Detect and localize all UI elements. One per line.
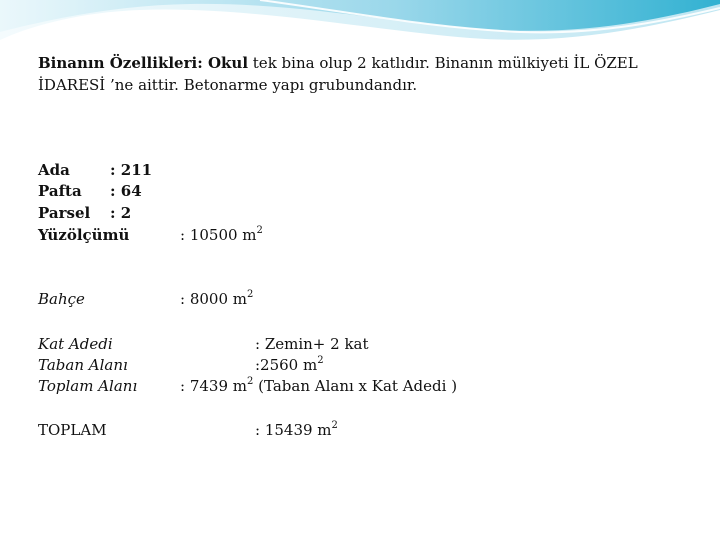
parsel-label: Parsel [38, 204, 91, 222]
toplam-alani-label: Toplam Alanı [38, 377, 138, 395]
toplam-alani-exponent: 2 [247, 376, 254, 387]
taban-alani-value: :2560 $m^2$ [255, 355, 324, 374]
kat-adedi-label: Kat Adedi [38, 335, 113, 353]
parsel-value: : 2 [110, 204, 132, 222]
yuzolcumu-value: : 10500 $m^2$ [180, 225, 263, 244]
ada-label: Ada [38, 161, 70, 179]
taban-alani-exponent: 2 [317, 355, 324, 366]
bahce-value: : 8000 $m^2$ [180, 289, 254, 308]
taban-alani-label: Taban Alanı [38, 356, 128, 374]
bahce-label: Bahçe [38, 290, 85, 308]
kat-adedi-value: : Zemin+ 2 kat [255, 335, 369, 353]
pafta-value: : 64 [110, 182, 142, 200]
intro-heading: Binanın Özellikleri: Okul [38, 54, 249, 72]
intro-paragraph [38, 52, 698, 96]
toplam-alani-value: : 7439 $m^2$ (Taban Alanı x Kat Adedi ) [180, 376, 458, 395]
toplam-value: : 15439 $m^2$ [255, 420, 338, 439]
yuzolcumu-exponent: 2 [256, 225, 263, 236]
yuzolcumu-label: Yüzölçümü [38, 226, 130, 244]
bahce-exponent: 2 [247, 289, 254, 300]
intro-text: tek bina olup 2 katlıdır. Binanın mülkiyeti İL ÖZEL İDARESİ ’ne aittir. Betonarme yapı grubundandır. [38, 54, 638, 94]
toplam-alani-note: (Taban Alanı x Kat Adedi ) [253, 377, 458, 395]
toplam-exponent: 2 [331, 420, 338, 431]
pafta-label: Pafta [38, 182, 82, 200]
toplam-label: TOPLAM [38, 421, 107, 439]
ada-value: : 211 [110, 161, 153, 179]
